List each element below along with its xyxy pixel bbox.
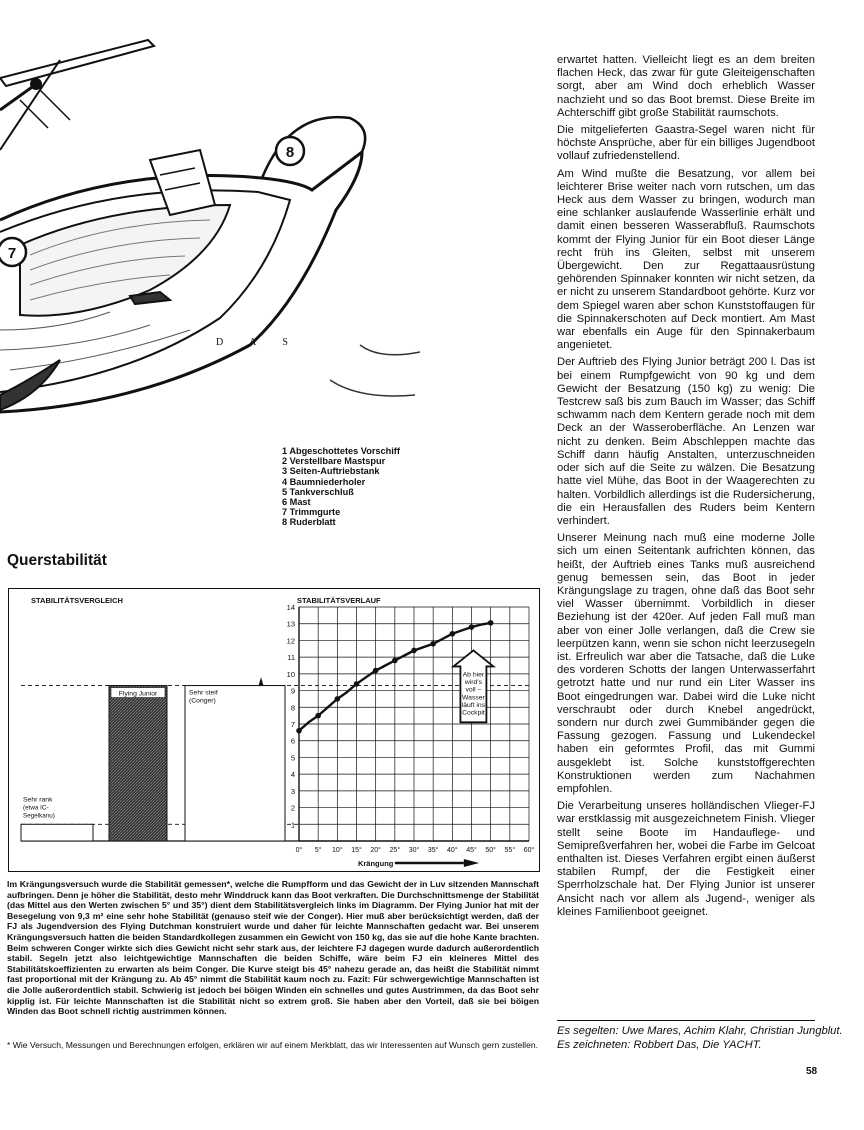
warning-arrow-text: läuft ins — [461, 701, 486, 709]
legend-item: 2 Verstellbare Mastspur — [282, 456, 386, 467]
boat-illustration — [0, 0, 430, 420]
footnote: * Wie Versuch, Messungen und Berechnungen erfolgen, erklären wir auf einem Merkblatt, das wir Interessenten auf Wunsch gern zustellen. — [7, 1040, 539, 1050]
y-tick-label: 10 — [286, 669, 295, 679]
page-number: 58 — [806, 1066, 818, 1077]
profile-chart-title: STABILITÄTSVERLAUF — [297, 596, 381, 605]
x-tick-label: 20° — [370, 847, 381, 854]
bar-label-sehr-steif: (Conger) — [189, 697, 216, 705]
bar-label-sehr-rank: (etwa IC- — [23, 804, 49, 812]
bar-sehr-steif — [185, 686, 285, 841]
curve-point — [430, 641, 436, 647]
x-axis-label: Krängung — [357, 859, 394, 868]
y-tick-label: 7 — [290, 720, 295, 729]
y-tick-label: 2 — [290, 803, 295, 813]
illustrator-signature: D A S — [216, 337, 300, 348]
bar-sehr-rank — [21, 824, 93, 841]
stability-chart-svg — [9, 589, 539, 871]
paragraph: Die Verarbeitung unseres holländischen Vlieger-FJ war erstklassig mit ausgezeichnetem Finish. Vlieger stellt seine Boote im Handauflege- und Semipreßverfahren her, wobei die Farbe im Gelcoat enthalten ist. Dieses Verfahren ergibt einen äußerst stabilen Rumpf, der die Festigkeit einer Sperrholzschale hat. Der Flying Junior ist unserer Ansicht nach vor allem als Jugend-, weniger als kleines Familienboot geeignet. — [557, 800, 815, 918]
bar-flying-junior — [109, 686, 167, 841]
x-tick-label: 10° — [332, 847, 343, 854]
warning-arrow-text: Ab hier — [462, 671, 485, 679]
legend-item: 4 Baumniederholer — [282, 476, 366, 487]
curve-point — [315, 713, 321, 719]
paragraph: Unserer Meinung nach muß eine moderne Jolle sich um einen Seitentank aufrichten können, das heißt, der Auftrieb eines Tanks muß ausreichend genug bemessen sein, das Boot in jeder Krängungslage zu tragen, ohne daß das Boot sehr viel Wasser übernimmt. Vorbildlich in dieser Beziehung ist der 420er. Auf jeden Fall muß man aber von einer Jolle verlangen, daß die Crew sie leerpützen kann, wenn sie schon nicht leerzusegeln ist. Erfreulich war aber die Tatsache, daß die Luke des vorderen Schotts der langen Unterwasserfahrt getrotzt hatte und nur rund ein Liter Wasser ins Boot eingedrungen war. Dabei wird die Luke nicht verschraubt oder durch Knebel angedrückt, sondern nur durch zwei Gummibänder gegen die Fassung gezogen. Fassung und Lukendeckel haben ein geformtes Profil, das mit Gummi ausgeklebt ist. Solche kunststoffgerechten Konstruktionen werden zum Nachahmen empfohlen. — [557, 532, 815, 795]
credit-sailors: Es segelten: Uwe Mares, Achim Klahr, Christian Jungblut. — [557, 1025, 843, 1037]
warning-arrow-text: Wasser — [462, 694, 485, 702]
warning-arrow-text: Cockpit — [462, 709, 485, 717]
bar-label-sehr-rank: Sehr rank — [23, 796, 53, 804]
article-column-right — [557, 54, 815, 923]
x-tick-label: 45° — [466, 847, 477, 854]
curve-point — [469, 624, 475, 630]
bar-label-sehr-rank: Segelkanu) — [23, 812, 55, 820]
comparison-chart-title: STABILITÄTSVERGLEICH — [31, 596, 123, 605]
x-tick-label: 60° — [523, 847, 535, 854]
y-tick-label: 5 — [290, 753, 295, 763]
paragraph: Die mitgelieferten Gaastra-Segel waren nicht für höchste Ansprüche, aber für ein billiges Jugendboot vollauf zufriedenstellend. — [557, 124, 815, 163]
bar-label-flying-junior: Flying Junior — [118, 690, 158, 698]
stability-chart — [8, 588, 540, 872]
credit-illustrators: Es zeichneten: Robbert Das, Die YACHT. — [557, 1038, 762, 1051]
curve-point — [411, 648, 417, 654]
section-title: Querstabilität — [7, 552, 107, 569]
warning-arrow-text: wird's — [464, 679, 483, 687]
curve-point — [488, 620, 494, 626]
y-tick-label: 3 — [290, 786, 295, 796]
y-tick-label: 14 — [286, 603, 295, 612]
x-tick-label: 0° — [295, 847, 303, 854]
legend-item: 3 Seiten-Auftriebstank — [282, 466, 380, 477]
legend-item: 1 Abgeschottetes Vorschiff — [282, 446, 400, 456]
x-axis-arrowhead — [464, 859, 479, 867]
marker-7: 7 — [7, 245, 17, 262]
x-tick-label: 30° — [408, 847, 420, 854]
paragraph: Der Auftrieb des Flying Junior beträgt 200 l. Das ist bei einem Rumpfgewicht von 90 kg und dem Gewicht der Besatzung (150 kg) zu wenig: Die Testcrew saß bis zum Bauch im Wasser; das Schiff schwamm nach dem Kentern gerade noch mit dem Deck an der Wasseroberfläche. An Lenzen war nicht zu denken. Beim Abschleppen machte das Schiff dann häufig Anstalten, unterzuschneiden oder sich auf die Seite zu wälzen. Die Besatzung hatte viel Mühe, das Boot in der Waagerechten zu halten. Vorbildlich allerdings ist die Rudersicherung, die ein Herausfallen des Ruders beim Kentern verhindert. — [557, 356, 815, 527]
x-tick-label: 5° — [314, 847, 322, 854]
y-tick-label: 1 — [290, 820, 295, 830]
x-tick-label: 40° — [447, 847, 458, 854]
y-tick-label: 13 — [286, 619, 295, 629]
marker-8: 8 — [285, 144, 295, 161]
legend-item: 7 Trimmgurte — [282, 507, 341, 518]
paragraph: Am Wind mußte die Besatzung, vor allem bei leichterer Brise weiter nach vorn rutschen, um das Heck aus dem Wasser zu bringen, wodurch man eine schlanker auslaufende Wasserlinie erhält und damit einen besseren Wasserabfluß. Raumschots kommt der Flying Junior für ein Boot dieser Länge recht früh ins Gleiten, selbst mit unserem Übergewicht. Den zur Regattaausrüstung gehörenden Spinnaker konnten wir nicht setzen, da er nicht zu unserem Standardboot gehörte. Kurz vor dem Spiegel waren aber schon Kunststoffaugen für die Spinnakerschoten auf Deck montiert. Am Mast war ebenfalls ein Auge für den Spinnakerbaum angenietet. — [557, 167, 815, 352]
credits — [557, 1020, 843, 1052]
warning-arrow-text: voll – — [465, 686, 482, 694]
y-tick-label: 4 — [290, 770, 295, 780]
x-tick-label: 55° — [504, 847, 516, 854]
y-tick-label: 9 — [290, 686, 295, 696]
chart-caption: Im Krängungsversuch wurde die Stabilität gemessen*, welche die Rumpfform und das Gewicht der in Luv sitzenden Mannschaft aufbringen. Denn je höher die Stabilität, desto mehr Winddruck kann das Boot verkraften. Die Durchschnittsmenge der Stabilität (das Mittel aus den Werten zwischen 5° und 35°) dient dem Stabilitätsvergleich links im Diagramm. Der Flying Junior hat mit der Besegelung von 9,3 m² eine sehr hohe Stabilität (genauso steif wie der Conger). Hier muß aber berücksichtigt werden, daß der FJ als Jugendversion des Flying Dutchman konstruiert wurde und daher für leichte Mannschaften gedacht war. Bei unserem Krängungsversuch hatten die beiden Standardkollegen zusammen ein Gewicht von 150 kg, das sie auf die hohe Kante brachten. Beim schweren Conger wirkte sich dies Gewicht nicht sehr stark aus, der leichtere FJ dagegen wurde dadurch außerordentlich stabil. Segeln jetzt also leichtgewichtige Mannschaften die beiden Schiffe, wäre beim FJ ein kleineres Mittel des Stabilitätskoeffizienten zu erwarten als beim Conger. Die Kurve steigt bis 45° nahezu gerade an, das heißt die Stabilität nimmt fast proportional mit der Krängung zu. Ab 45° nimmt die Stabilität kaum noch zu. Fazit: Für schwergewichtige Mannschaften ist die Jolle außerordentlich stabil. Schwierig ist jedoch bei böigen Winden ein schnelles und gutes Austrimmen, da das Boot sehr kipplig ist. Für leichte Mannschaften ist die Stabilität nicht so extrem groß. Sie haben aber den Vorteil, daß sie bei böigen Winden das Boot schnell richtig austrimmen können. — [7, 879, 539, 1017]
curve-point — [373, 668, 379, 674]
y-tick-label: 12 — [286, 636, 295, 646]
curve-point — [354, 681, 360, 687]
curve-point — [392, 658, 398, 664]
y-tick-label: 6 — [290, 736, 295, 746]
y-tick-label: 8 — [290, 703, 295, 713]
bar-label-sehr-steif: Sehr steif — [189, 689, 218, 697]
figure-legend — [282, 446, 400, 528]
curve-point — [450, 631, 456, 637]
x-tick-label: 50° — [485, 847, 496, 854]
curve-point — [335, 696, 341, 702]
paragraph: erwartet hatten. Vielleicht liegt es an dem breiten flachen Heck, das zwar für gute Gleiteigenschaften sorgt, aber am Wind doch erheblich Wasser nachzieht und so das Boot bremst. Diese Breite im Achterschiff gibt große Stabilität raumschots. — [557, 54, 815, 119]
x-tick-label: 25° — [389, 847, 401, 854]
legend-item: 5 Tankverschluß — [282, 486, 354, 497]
legend-item: 6 Mast — [282, 497, 311, 508]
y-tick-label: 11 — [287, 653, 295, 663]
x-tick-label: 15° — [351, 847, 362, 854]
legend-item: 8 Ruderblatt — [282, 517, 336, 528]
x-tick-label: 35° — [427, 847, 439, 854]
curve-point — [296, 728, 302, 734]
